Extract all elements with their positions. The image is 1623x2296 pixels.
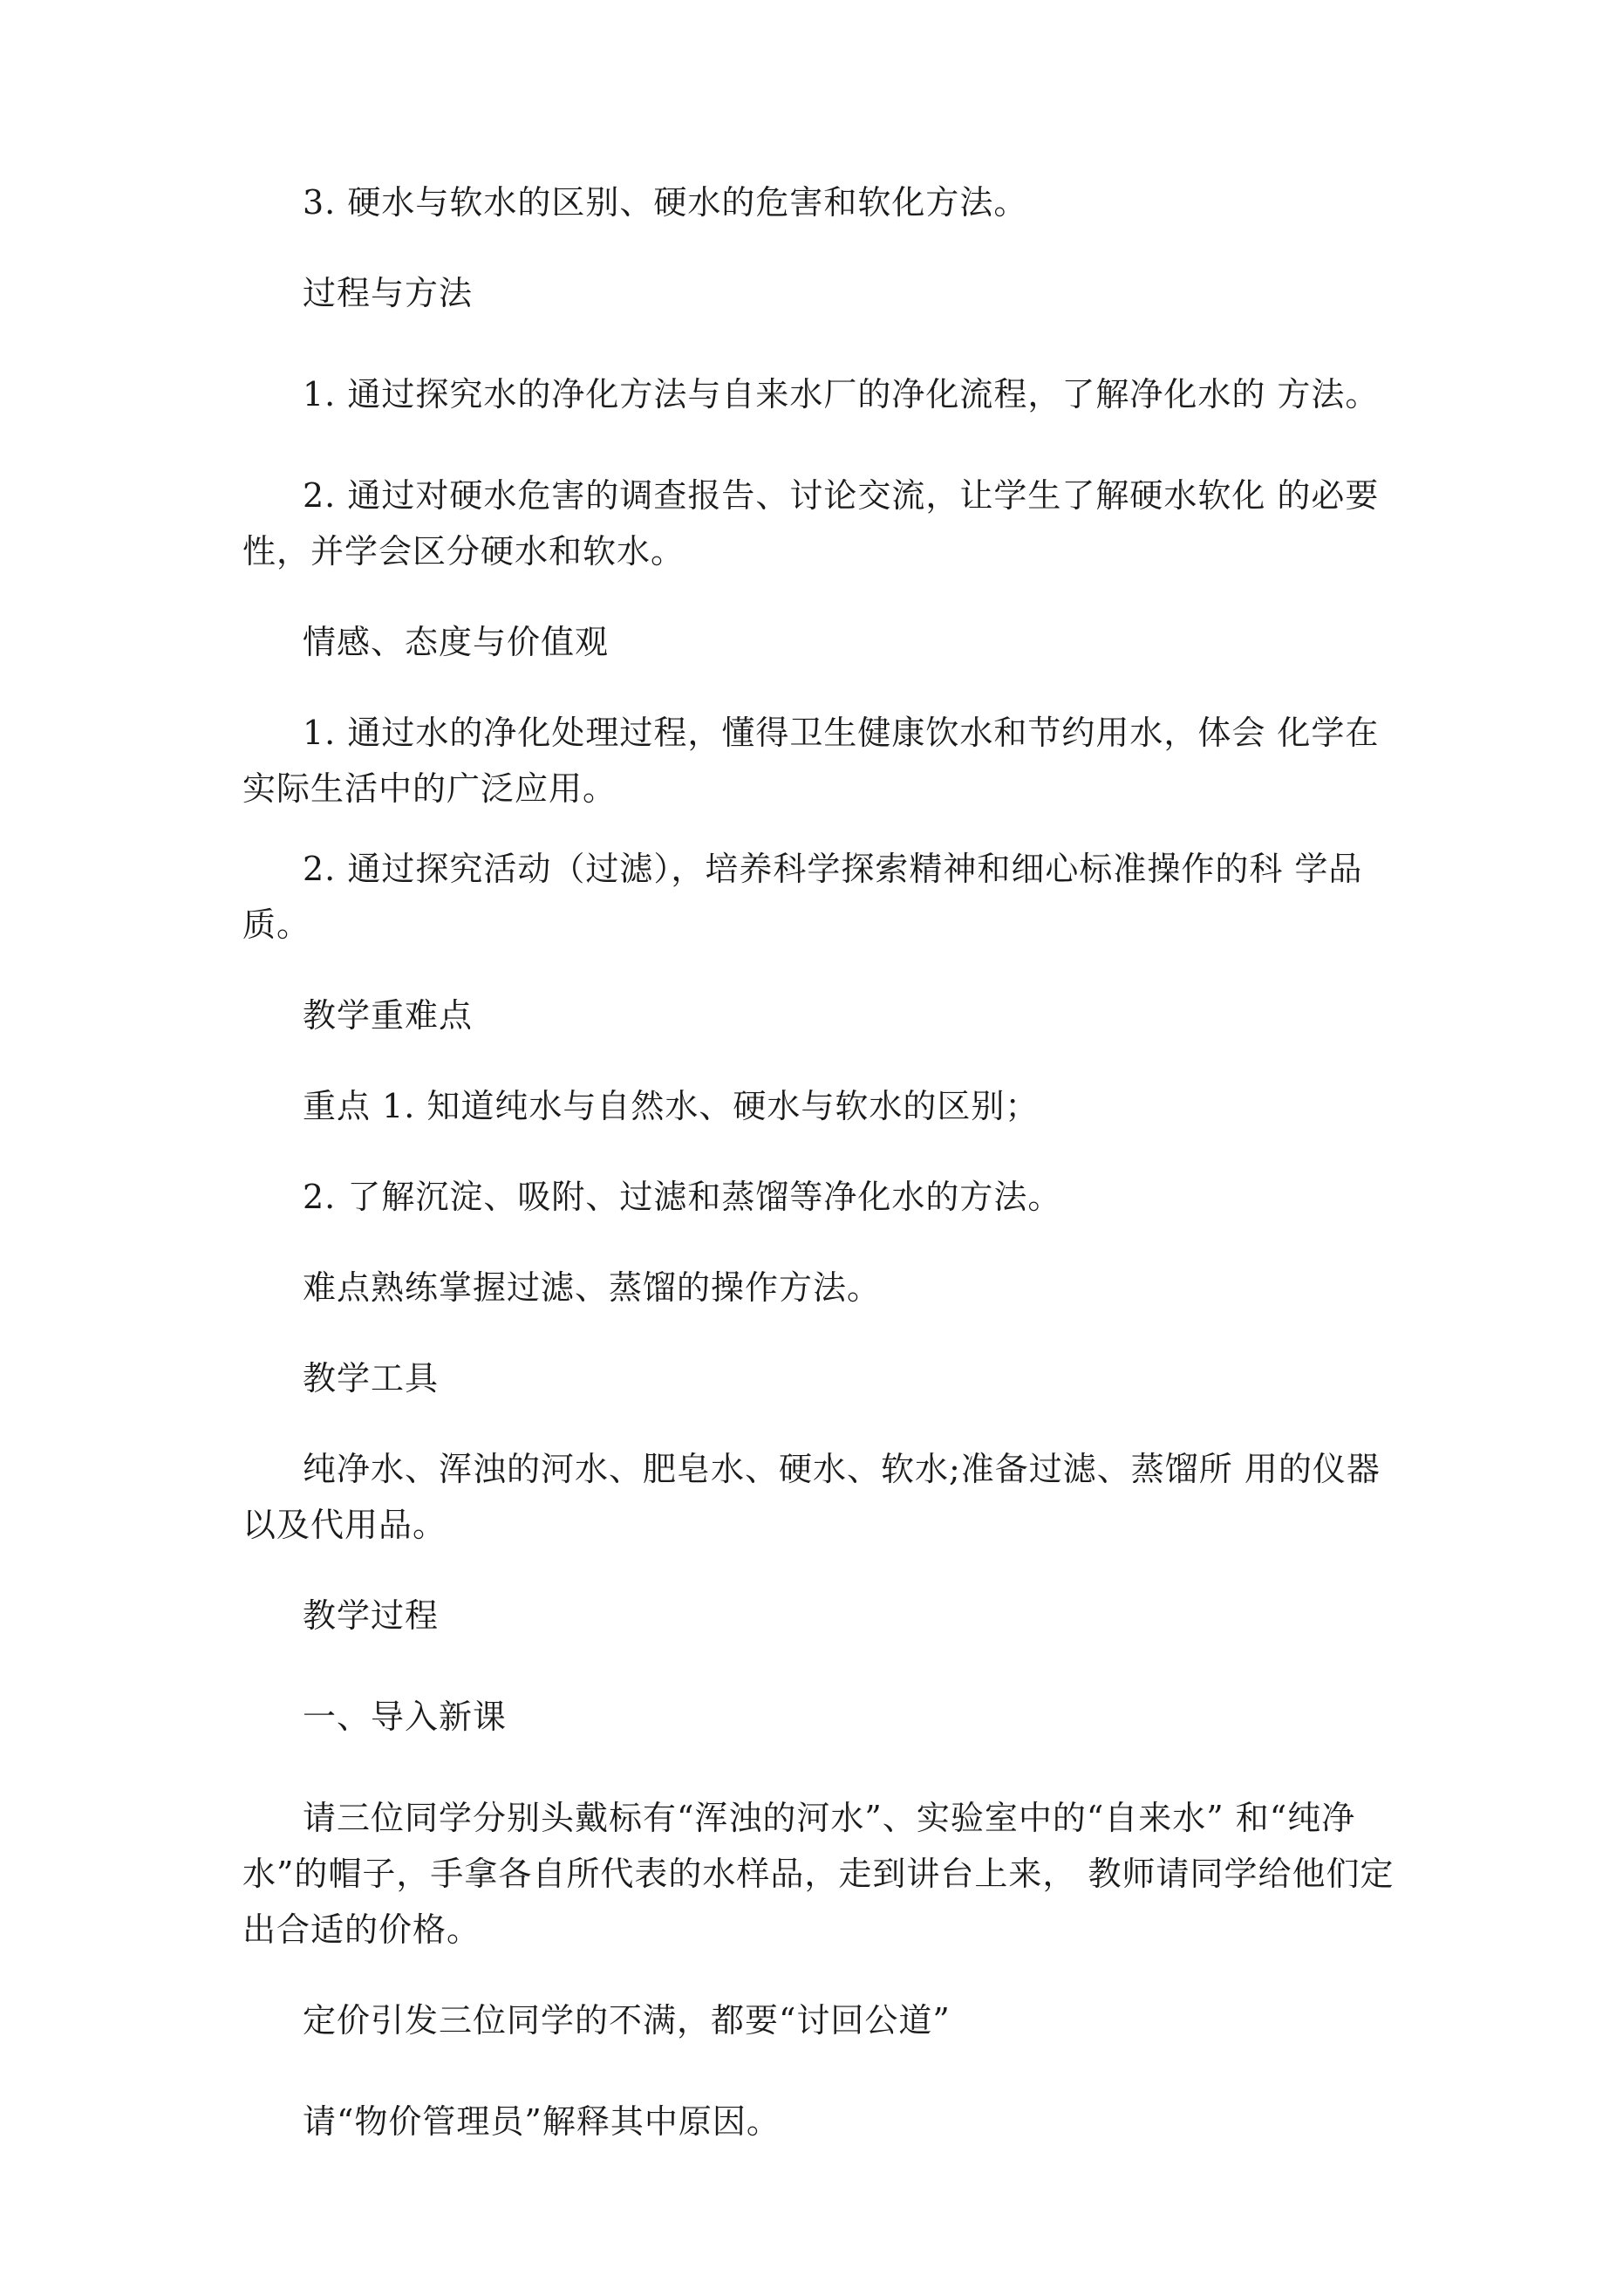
section-heading-values: 情感、态度与价值观 [303,623,610,661]
section-heading-teaching-process: 教学过程 [303,1596,440,1635]
section-heading-process-methods: 过程与方法 [303,274,474,312]
difficult-point: 难点熟练掌握过滤、蒸馏的操作方法。 [303,1268,882,1307]
introduction-activity: 请三位同学分别头戴标有“浑浊的河水”、实验室中的“自来水” 和“纯净水”的帽子，手拿各自所代表的水样品，走到讲台上来， 教师请同学给他们定出合适的价格。 [242,1799,1395,1949]
document-body [242,174,1411,2149]
key-point-2: 2. 了解沉淀、吸附、过滤和蒸馏等净化水的方法。 [303,1178,1062,1216]
price-manager-explanation: 请“物价管理员”解释其中原因。 [303,2102,781,2141]
list-item-healthy-drinking: 1. 通过水的净化处理过程，懂得卫生健康饮水和节约用水，体会 化学在实际生活中的广泛应用。 [242,714,1380,808]
list-item-softening-methods: 3. 硬水与软水的区别、硬水的危害和软化方法。 [303,183,1028,222]
section-heading-key-points: 教学重难点 [303,996,474,1035]
section-heading-introduction: 一、导入新课 [303,1698,508,1736]
section-heading-teaching-tools: 教学工具 [303,1359,440,1397]
key-point-1: 重点 1. 知道纯水与自然水、硬水与软水的区别； [303,1087,1040,1125]
list-item-filtration-activity: 2. 通过探究活动（过滤），培养科学探索精神和细心标准操作的科 学品质。 [242,850,1363,944]
list-item-hard-water-survey: 2. 通过对硬水危害的调查报告、讨论交流，让学生了解硬水软化 的必要性，并学会区分硬水和软水。 [242,476,1380,571]
list-item-purification-process: 1. 通过探究水的净化方法与自来水厂的净化流程，了解净化水的 方法。 [303,375,1380,413]
pricing-dispute: 定价引发三位同学的不满，都要“讨回公道” [303,2001,951,2040]
teaching-tools-list: 纯净水、浑浊的河水、肥皂水、硬水、软水;准备过滤、蒸馏所 用的仪器以及代用品。 [242,1450,1381,1544]
